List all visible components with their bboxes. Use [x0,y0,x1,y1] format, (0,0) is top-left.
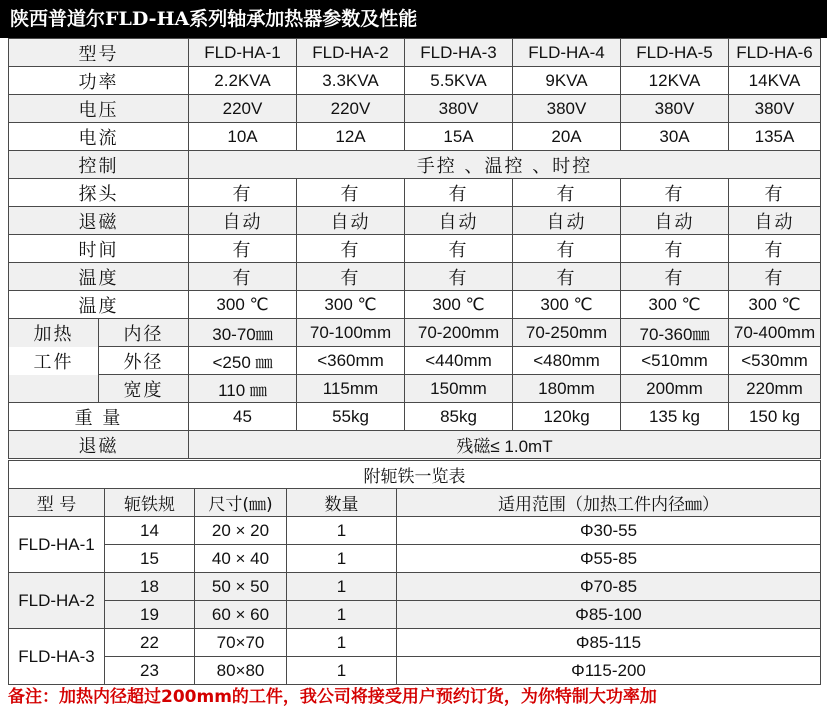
range-cell: Φ55-85 [397,545,821,573]
time-cell: 有 [513,235,621,263]
row-temp-value [9,291,821,319]
weight-cell: 135 kg [621,403,729,431]
table-row [9,629,821,657]
outer-cell: <250 ㎜ [189,347,297,375]
qty-cell: 1 [287,601,397,629]
row-model [9,39,821,67]
time-cell: 有 [189,235,297,263]
row-temp [9,263,821,291]
model-cell: FLD-HA-6 [729,39,821,67]
table-row [9,657,821,685]
outer-cell: <360mm [297,347,405,375]
workpiece-blank-cell [9,375,99,403]
width-cell: 220mm [729,375,821,403]
range-cell: Φ70-85 [397,573,821,601]
power-cell: 12KVA [621,67,729,95]
yoke-caption-row [9,461,821,489]
current-cell: 20A [513,123,621,151]
demag-cell: 自动 [729,207,821,235]
voltage-cell: 380V [513,95,621,123]
time-cell: 有 [405,235,513,263]
size-cell: 60 × 60 [195,601,287,629]
model-cell: FLD-HA-4 [513,39,621,67]
label-temp-value: 温度 [9,291,189,319]
qty-cell: 1 [287,629,397,657]
temp-value-cell: 300 ℃ [189,291,297,319]
label-current: 电流 [9,123,189,151]
qty-cell: 1 [287,545,397,573]
range-cell: Φ85-115 [397,629,821,657]
current-cell: 135A [729,123,821,151]
model-cell: FLD-HA-3 [405,39,513,67]
probe-cell: 有 [729,179,821,207]
weight-cell: 45 [189,403,297,431]
outer-cell: <480mm [513,347,621,375]
yoke-spec-cell: 15 [105,545,195,573]
qty-cell: 1 [287,573,397,601]
label-workpiece-1: 加热 [9,319,99,347]
yoke-spec-cell: 23 [105,657,195,685]
temp-value-cell: 300 ℃ [405,291,513,319]
weight-cell: 120kg [513,403,621,431]
yoke-caption: 附轭铁一览表 [9,461,821,489]
voltage-cell: 380V [405,95,513,123]
group-model: FLD-HA-3 [9,629,105,685]
label-demag: 退磁 [9,207,189,235]
row-control [9,151,821,179]
power-cell: 14KVA [729,67,821,95]
table-row [9,545,821,573]
range-cell: Φ115-200 [397,657,821,685]
yoke-table [8,460,821,685]
group-model: FLD-HA-1 [9,517,105,573]
label-control: 控制 [9,151,189,179]
row-current [9,123,821,151]
spec-table [8,38,821,459]
table-row [9,517,821,545]
width-cell: 110 ㎜ [189,375,297,403]
control-value: 手控 、温控 、时控 [189,151,821,179]
outer-cell: <510mm [621,347,729,375]
width-cell: 180mm [513,375,621,403]
voltage-cell: 380V [621,95,729,123]
row-weight [9,403,821,431]
residual-value: 残磁≤ 1.0mT [189,431,821,459]
label-width: 宽度 [99,375,189,403]
yoke-header-row [9,489,821,517]
label-outer: 外径 [99,347,189,375]
probe-cell: 有 [189,179,297,207]
model-cell: FLD-HA-2 [297,39,405,67]
power-cell: 9KVA [513,67,621,95]
temp-cell: 有 [189,263,297,291]
probe-cell: 有 [513,179,621,207]
row-voltage [9,95,821,123]
table-row [9,601,821,629]
time-cell: 有 [729,235,821,263]
range-cell: Φ30-55 [397,517,821,545]
temp-cell: 有 [513,263,621,291]
size-cell: 50 × 50 [195,573,287,601]
label-voltage: 电压 [9,95,189,123]
probe-cell: 有 [621,179,729,207]
temp-cell: 有 [729,263,821,291]
temp-cell: 有 [405,263,513,291]
inner-cell: 30-70㎜ [189,319,297,347]
current-cell: 15A [405,123,513,151]
header-qty: 数量 [287,489,397,517]
yoke-spec-cell: 14 [105,517,195,545]
row-demag [9,207,821,235]
label-time: 时间 [9,235,189,263]
model-cell: FLD-HA-5 [621,39,729,67]
model-cell: FLD-HA-1 [189,39,297,67]
size-cell: 40 × 40 [195,545,287,573]
label-temp: 温度 [9,263,189,291]
header-model: 型 号 [9,489,105,517]
label-residual: 退磁 [9,431,189,459]
width-cell: 115mm [297,375,405,403]
voltage-cell: 220V [297,95,405,123]
demag-cell: 自动 [405,207,513,235]
temp-value-cell: 300 ℃ [513,291,621,319]
voltage-cell: 220V [189,95,297,123]
group-model: FLD-HA-2 [9,573,105,629]
table-row [9,573,821,601]
row-time [9,235,821,263]
size-cell: 70×70 [195,629,287,657]
yoke-spec-cell: 22 [105,629,195,657]
yoke-spec-cell: 18 [105,573,195,601]
yoke-spec-cell: 19 [105,601,195,629]
label-workpiece-2: 工件 [9,347,99,375]
inner-cell: 70-360㎜ [621,319,729,347]
width-cell: 200mm [621,375,729,403]
row-power [9,67,821,95]
qty-cell: 1 [287,657,397,685]
weight-cell: 150 kg [729,403,821,431]
inner-cell: 70-200mm [405,319,513,347]
weight-cell: 55kg [297,403,405,431]
weight-cell: 85kg [405,403,513,431]
size-cell: 20 × 20 [195,517,287,545]
voltage-cell: 380V [729,95,821,123]
width-cell: 150mm [405,375,513,403]
demag-cell: 自动 [513,207,621,235]
size-cell: 80×80 [195,657,287,685]
probe-cell: 有 [405,179,513,207]
header-yoke-spec: 轭铁规 [105,489,195,517]
power-cell: 5.5KVA [405,67,513,95]
outer-cell: <530mm [729,347,821,375]
power-cell: 3.3KVA [297,67,405,95]
demag-cell: 自动 [297,207,405,235]
current-cell: 30A [621,123,729,151]
header-range: 适用范围（加热工件内径㎜） [397,489,821,517]
outer-cell: <440mm [405,347,513,375]
temp-value-cell: 300 ℃ [729,291,821,319]
current-cell: 10A [189,123,297,151]
row-residual [9,431,821,459]
time-cell: 有 [297,235,405,263]
power-cell: 2.2KVA [189,67,297,95]
inner-cell: 70-400mm [729,319,821,347]
time-cell: 有 [621,235,729,263]
demag-cell: 自动 [621,207,729,235]
demag-cell: 自动 [189,207,297,235]
temp-cell: 有 [297,263,405,291]
row-inner-diameter [9,319,821,347]
row-outer-diameter [9,347,821,375]
temp-value-cell: 300 ℃ [297,291,405,319]
inner-cell: 70-250mm [513,319,621,347]
header-size: 尺寸(㎜) [195,489,287,517]
row-probe [9,179,821,207]
label-inner: 内径 [99,319,189,347]
inner-cell: 70-100mm [297,319,405,347]
label-power: 功率 [9,67,189,95]
probe-cell: 有 [297,179,405,207]
current-cell: 12A [297,123,405,151]
temp-value-cell: 300 ℃ [621,291,729,319]
temp-cell: 有 [621,263,729,291]
row-width [9,375,821,403]
label-weight: 重 量 [9,403,189,431]
range-cell: Φ85-100 [397,601,821,629]
label-model: 型号 [9,39,189,67]
label-probe: 探头 [9,179,189,207]
footnote: 备注：加热内径超过200mm的工件，我公司将接受用户预约订货，为你特制大功率加 [8,687,657,707]
qty-cell: 1 [287,517,397,545]
page-title: 陕西普道尔FLD-HA系列轴承加热器参数及性能 [0,0,827,38]
